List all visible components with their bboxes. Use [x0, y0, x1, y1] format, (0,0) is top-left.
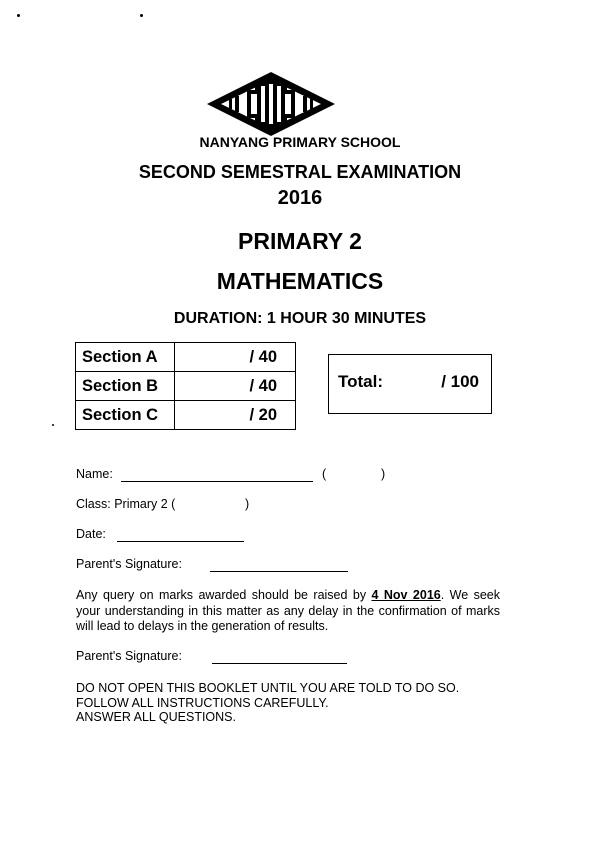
- section-marks: / 40: [175, 343, 296, 372]
- total-marks: / 100: [441, 372, 479, 391]
- section-name: Section A: [76, 343, 175, 372]
- scan-speck: [17, 14, 20, 17]
- subject-title: MATHEMATICS: [216, 268, 384, 294]
- exam-year: 2016: [277, 187, 323, 209]
- parent-signature-label: Parent's Signature:: [76, 649, 182, 663]
- notice-deadline: 4 Nov 2016: [371, 588, 441, 602]
- parent-signature-label: Parent's Signature:: [76, 557, 182, 571]
- name-field[interactable]: [121, 481, 313, 482]
- scan-speck: [140, 14, 143, 17]
- name-paren-close: ): [381, 467, 386, 481]
- notice-text: . We seek your understanding in this matter as any delay in the confirmation of marks will lead to delays in the generation of results.: [76, 588, 500, 633]
- section-name: Section B: [76, 372, 175, 401]
- score-table: [75, 342, 296, 430]
- table-row: [76, 343, 296, 372]
- class-label: Class: Primary 2 (: [76, 497, 176, 511]
- total-label: Total:: [338, 372, 384, 391]
- parent-signature-field[interactable]: [212, 663, 347, 664]
- table-row: [76, 401, 296, 430]
- level-title: PRIMARY 2: [238, 228, 362, 254]
- parent-signature-field[interactable]: [210, 571, 348, 572]
- class-paren-close: ): [245, 497, 250, 511]
- name-label: Name:: [76, 467, 113, 481]
- section-marks: / 20: [175, 401, 296, 430]
- date-label: Date:: [76, 527, 106, 541]
- name-paren-open: (: [322, 467, 327, 481]
- instructions: [76, 681, 459, 725]
- section-name: Section C: [76, 401, 175, 430]
- instruction-line: FOLLOW ALL INSTRUCTIONS CAREFULLY.: [76, 695, 329, 710]
- instruction-line: ANSWER ALL QUESTIONS.: [76, 710, 236, 724]
- instruction-line: DO NOT OPEN THIS BOOKLET UNTIL YOU ARE TOLD TO DO SO.: [76, 681, 460, 695]
- section-marks: / 40: [175, 372, 296, 401]
- notice-text: Any query on marks awarded should be raised by: [76, 588, 372, 602]
- date-field[interactable]: [117, 541, 244, 542]
- school-logo-icon: [207, 72, 335, 136]
- table-row: [76, 372, 296, 401]
- school-name: NANYANG PRIMARY SCHOOL: [199, 134, 401, 150]
- scan-speck: [52, 424, 54, 426]
- marks-query-notice: [76, 588, 500, 635]
- exam-title: SECOND SEMESTRAL EXAMINATION: [138, 162, 462, 182]
- total-box: [328, 354, 492, 414]
- duration: DURATION: 1 HOUR 30 MINUTES: [173, 310, 427, 327]
